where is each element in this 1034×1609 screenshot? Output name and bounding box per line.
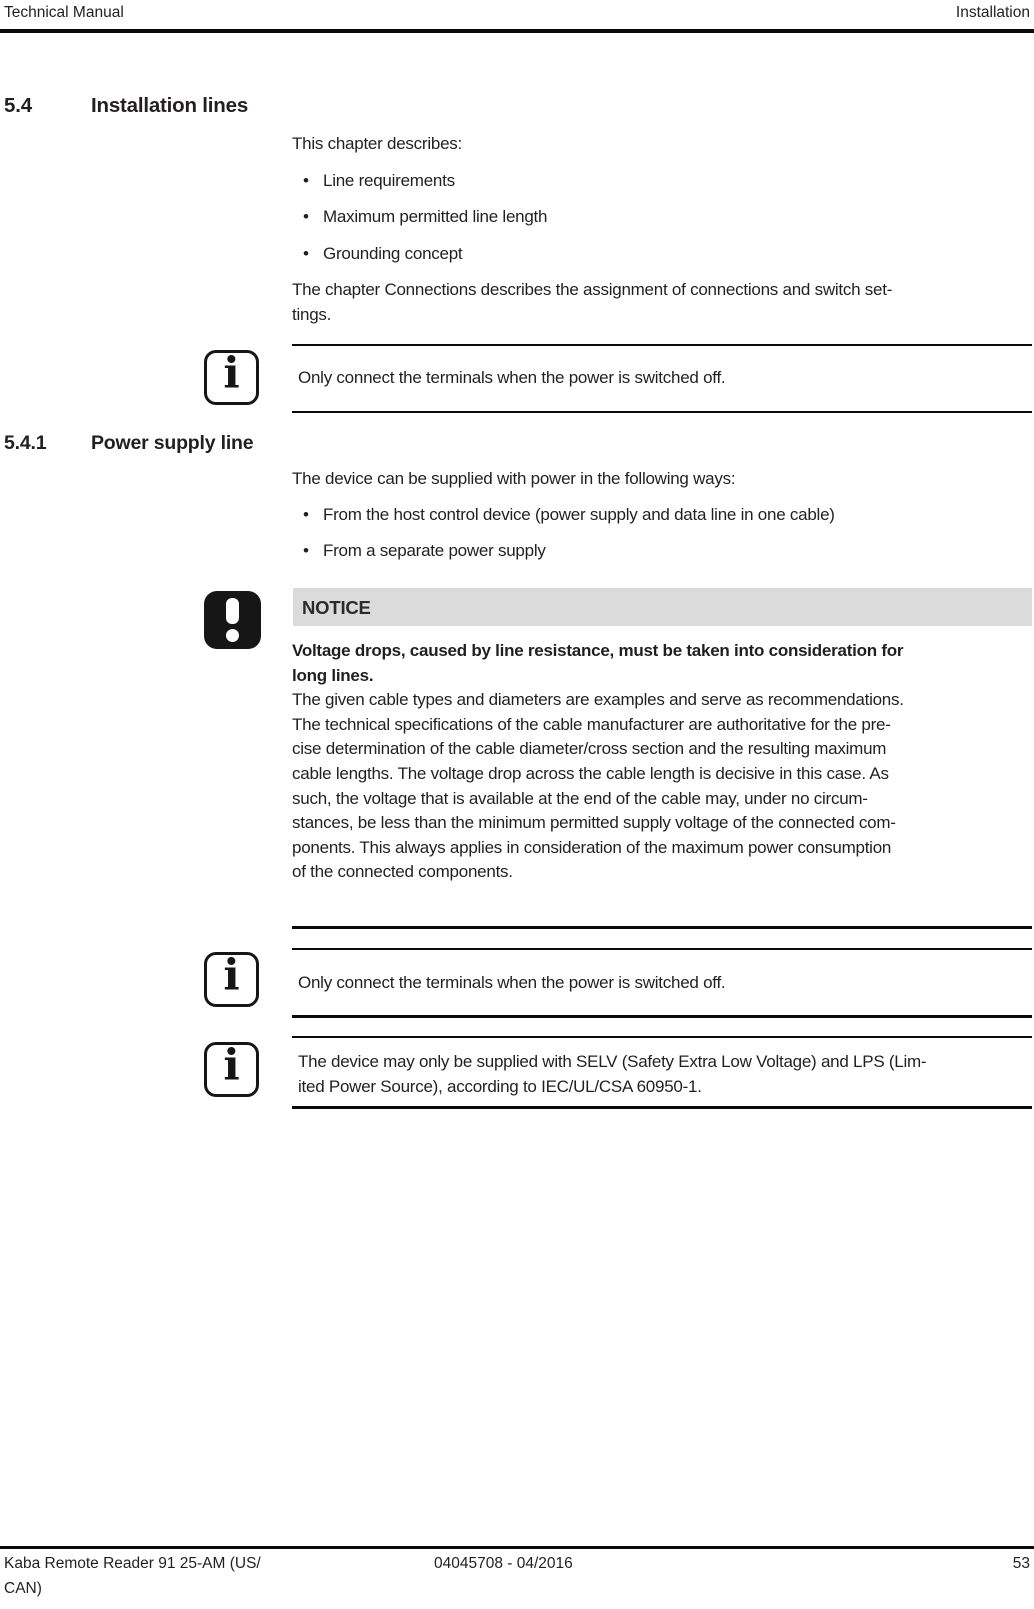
notice-body-line: ponents. This always applies in consideration of the maximum power consumption — [292, 837, 892, 857]
footer-rule — [0, 1546, 1034, 1549]
section-5-4-intro: This chapter describes: — [292, 134, 462, 153]
note-text: Only connect the terminals when the power is switched off. — [298, 973, 726, 992]
note-text — [298, 1049, 1034, 1099]
note-text-line: ited Power Source), according to IEC/UL/CSA 60950-1. — [298, 1077, 702, 1096]
header-document-title: Technical Manual — [4, 4, 124, 21]
note-bottom-rule — [292, 411, 1032, 413]
note-top-rule — [292, 344, 1032, 346]
bullet-marker: • — [303, 541, 309, 560]
footer-product-name — [4, 1551, 344, 1601]
footer-product-line: CAN) — [4, 1580, 42, 1597]
footer-product-line: Kaba Remote Reader 91 25-AM (US/ — [4, 1555, 261, 1572]
section-5-4-1-number: 5.4.1 — [4, 432, 47, 454]
bullet-marker: • — [303, 207, 309, 226]
notice-body-line: cise determination of the cable diameter/cross section and the resulting maximum — [292, 739, 887, 759]
notice-body-line: of the connected components. — [292, 862, 513, 882]
bullet-marker: • — [303, 244, 309, 263]
note-top-rule — [292, 948, 1032, 950]
info-icon — [204, 952, 259, 1007]
note-top-rule — [292, 1036, 1032, 1038]
notice-bold-line: Voltage drops, caused by line resistance, must be taken into consideration for — [292, 641, 904, 660]
info-icon-glyph: i — [223, 1041, 240, 1091]
info-icon — [204, 1042, 259, 1097]
exclamation-bar — [226, 598, 239, 624]
list-item-label: From the host control device (power supply and data line in one cable) — [323, 505, 835, 524]
notice-body-line: cable lengths. The voltage drop across the cable length is decisive in this case. As — [292, 763, 889, 783]
header-rule — [0, 29, 1034, 33]
note-text-line: The device may only be supplied with SELV (Safety Extra Low Voltage) and LPS (Lim- — [298, 1052, 927, 1071]
notice-bold-line: long lines. — [292, 665, 374, 685]
list-item-label: Maximum permitted line length — [323, 207, 548, 226]
notice-body-line: The given cable types and diameters are examples and serve as recommendations. — [292, 690, 904, 710]
notice-paragraph — [292, 641, 1034, 887]
info-icon-glyph: i — [223, 951, 240, 1001]
exclamation-icon — [204, 591, 261, 649]
footer-page-number: 53 — [1012, 1555, 1030, 1572]
info-icon — [204, 350, 259, 405]
list-item-label: From a separate power supply — [323, 541, 546, 560]
bullet-marker: • — [303, 171, 309, 190]
section-5-4-title: Installation lines — [91, 94, 249, 117]
header-chapter-title: Installation — [955, 4, 1030, 21]
section-5-4-1-intro: The device can be supplied with power in the following ways: — [292, 469, 736, 488]
section-5-4-paragraph — [292, 277, 1034, 327]
section-5-4-1-title: Power supply line — [91, 432, 254, 454]
bullet-marker: • — [303, 505, 309, 524]
list-item-label: Grounding concept — [323, 244, 463, 263]
list-item-label: Line requirements — [323, 171, 455, 190]
paragraph-line: The chapter Connections describes the assignment of connections and switch set- — [292, 280, 893, 299]
note-bottom-rule — [292, 1015, 1032, 1018]
notice-label: NOTICE — [302, 597, 371, 618]
section-divider-rule — [292, 926, 1032, 929]
exclamation-dot — [226, 629, 239, 642]
notice-body-line: stances, be less than the minimum permitted supply voltage of the connected com- — [292, 813, 896, 833]
notice-body-line: The technical specifications of the cable manufacturer are authoritative for the pre- — [292, 714, 891, 734]
section-5-4-number: 5.4 — [4, 94, 32, 117]
info-icon-glyph: i — [223, 349, 240, 399]
notice-header-bar — [293, 588, 1032, 626]
note-bottom-rule — [292, 1106, 1032, 1109]
footer-document-number: 04045708 - 04/2016 — [434, 1555, 573, 1572]
note-text: Only connect the terminals when the power is switched off. — [298, 368, 726, 387]
paragraph-line: tings. — [292, 305, 332, 324]
notice-body-line: such, the voltage that is available at the end of the cable may, under no circum- — [292, 788, 868, 808]
